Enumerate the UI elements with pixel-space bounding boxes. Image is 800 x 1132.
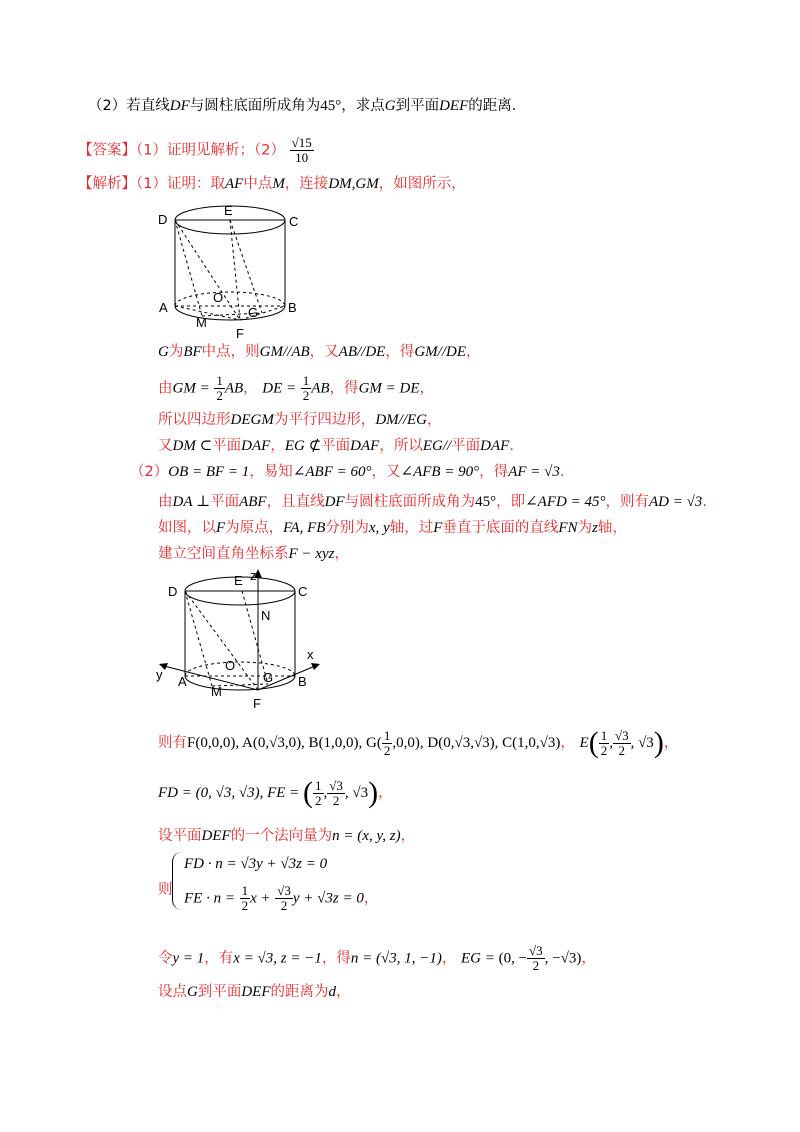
label-G: G bbox=[248, 305, 259, 320]
system-lead: 则 bbox=[158, 882, 173, 898]
label-O-2: O bbox=[225, 658, 236, 673]
normal-line: 设平面DEF的一个法向量为n = (x, y, z)， bbox=[158, 828, 416, 844]
proof1-line3: 所以四边形DEGM为平行四边形，DM//EG， bbox=[158, 412, 442, 428]
segment-DM bbox=[175, 220, 202, 316]
label-M-2: M bbox=[211, 684, 222, 699]
proof2-line4: 建立空间直角坐标系F − xyz， bbox=[158, 546, 349, 562]
bottom-back-arc bbox=[175, 292, 285, 306]
label-F: F bbox=[236, 326, 244, 341]
label-D: D bbox=[158, 212, 168, 227]
segment-DM-2 bbox=[185, 591, 212, 686]
system-eq2: FE · n = $\frac{1}{2}$ x + $\frac{√3}{2}$ y + √3z = 0， bbox=[184, 883, 379, 913]
label-E: E bbox=[224, 203, 233, 218]
label-y: y bbox=[156, 667, 163, 682]
answer-line: 【答案】（1）证明见解析；（2） $\frac{√15}{10}$ bbox=[78, 135, 312, 165]
label-D-2: D bbox=[168, 584, 178, 599]
segment-DF-2 bbox=[185, 591, 258, 690]
solve-line: 令y = 1，有x = √3, z = −1，得n = (√3, 1, −1)， EG = (0, − $\frac{√3}{2}$ , −√3)， bbox=[158, 943, 596, 973]
vectors-line: FD = (0, √3, √3), FE = ( $\frac{1}{2}$ , $\frac{√3}{2}$ , √3)， bbox=[158, 776, 393, 809]
proof2-line1: （2）OB = BF = 1，易知∠ABF = 60°，又∠AFB = 90°，得AF = √3. bbox=[130, 464, 565, 480]
bottom-back-arc-2 bbox=[185, 662, 295, 676]
question-part2: （2）若直线DF与圆柱底面所成角为45°，求点G到平面DEF的距离. bbox=[88, 98, 517, 114]
label-A: A bbox=[159, 300, 168, 315]
bottom-front-arc-2 bbox=[185, 676, 295, 690]
label-B: B bbox=[288, 300, 297, 315]
distance-line: 设点G到平面DEF的距离为d， bbox=[158, 984, 351, 1000]
answer-tag: 【答案】 bbox=[78, 142, 136, 159]
system-eq1: FD · n = √3y + √3z = 0 bbox=[184, 856, 328, 872]
label-G-2: G bbox=[263, 670, 274, 685]
segment-EG bbox=[230, 220, 262, 313]
analysis-tag: 【解析】 bbox=[78, 176, 136, 192]
segment-DF bbox=[175, 220, 240, 320]
proof1-line2: 由GM = $\frac{1}{2}$ AB， DE = $\frac{1}{2}$ AB，得GM = DE， bbox=[158, 373, 435, 403]
analysis-intro: 【解析】（1）证明：取AF中点M，连接DM,GM，如图所示， bbox=[78, 176, 466, 192]
proof2-line2: 由DA ⊥平面ABF，且直线DF与圆柱底面所成角为45°，即∠AFD = 45°，则有AD = √3. bbox=[158, 494, 707, 510]
label-x: x bbox=[307, 647, 314, 662]
coords-line: 则有F(0,0,0), A(0,√3,0), B(1,0,0), G( $\frac{1}{2}$ ,0,0), D(0,√3,√3), C(1,0,√3)， E( $\frac{1}{2}$ , $\frac{√3}{2}$ , √3)， bbox=[158, 726, 679, 759]
proof1-line1: G为BF中点，则GM//AB，又AB//DE，得GM//DE， bbox=[158, 344, 481, 360]
label-N: N bbox=[261, 608, 271, 623]
label-z: z bbox=[250, 568, 257, 583]
answer-fraction: $\frac{√15}{10}$ bbox=[291, 135, 312, 165]
system-brace bbox=[172, 852, 183, 910]
label-M: M bbox=[196, 315, 207, 330]
cylinder-figure-2 bbox=[150, 566, 325, 714]
label-O: O bbox=[213, 290, 224, 305]
cylinder-figure-1 bbox=[150, 196, 310, 344]
label-F-2: F bbox=[253, 696, 261, 711]
label-C-2: C bbox=[298, 584, 308, 599]
label-B-2: B bbox=[298, 674, 307, 689]
label-C: C bbox=[289, 214, 299, 229]
segment-AF bbox=[175, 306, 240, 320]
label-A-2: A bbox=[178, 674, 187, 689]
proof1-line4: 又DM ⊂平面DAF，EG ⊄平面DAF，所以EG//平面DAF. bbox=[158, 438, 514, 454]
x-arrow-icon bbox=[311, 663, 320, 670]
proof2-line3: 如图，以F为原点，FA, FB分别为x, y轴，过F垂直于底面的直线FN为z轴， bbox=[158, 520, 627, 536]
segment-EF bbox=[230, 220, 240, 320]
label-E-2: E bbox=[234, 573, 243, 588]
